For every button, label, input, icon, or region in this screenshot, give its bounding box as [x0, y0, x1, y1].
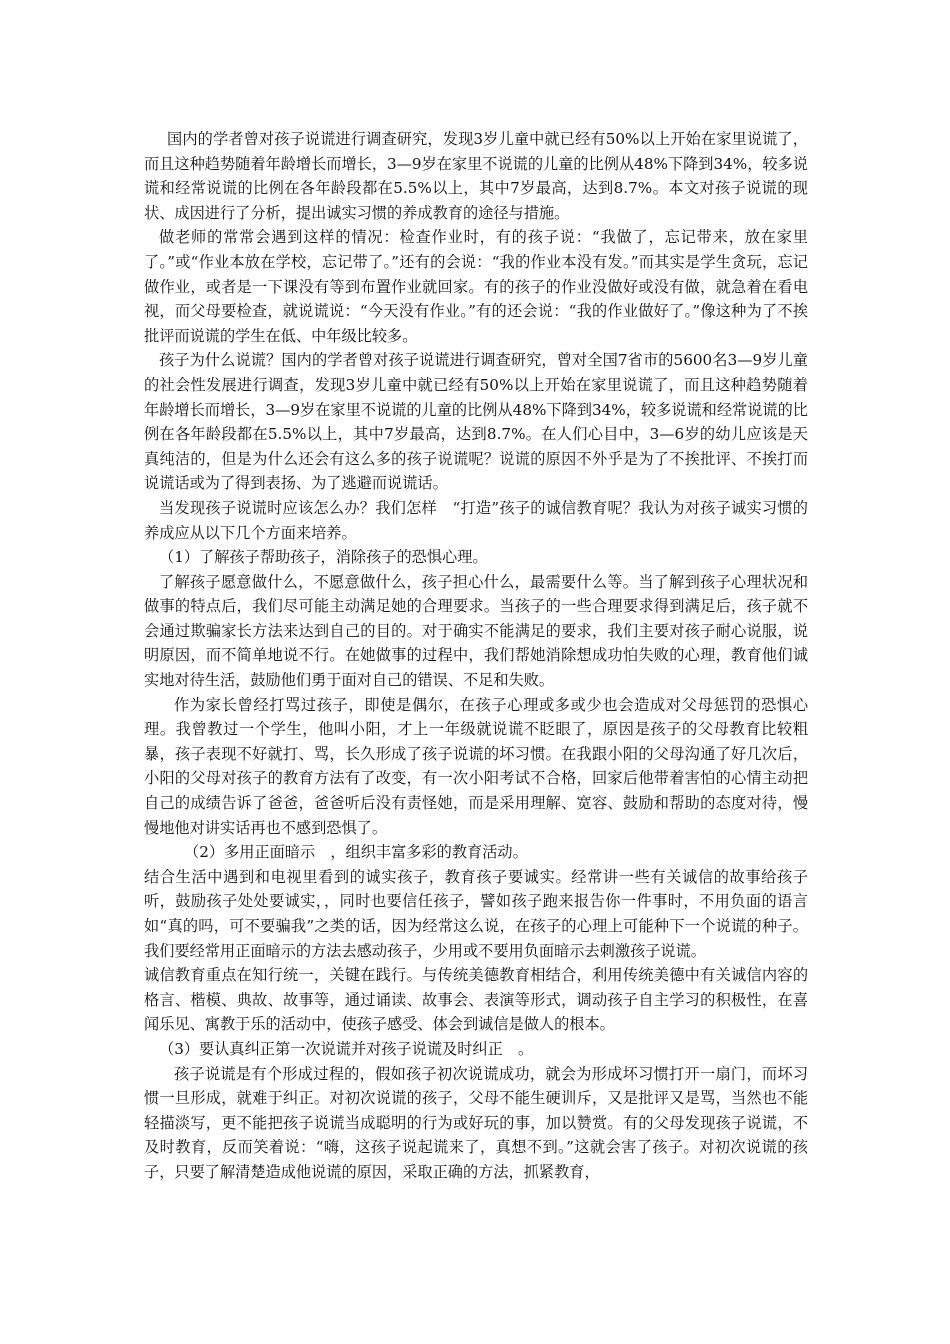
paragraph-first-lie: 孩子说谎是有个形成过程的，假如孩子初次说谎成功，就会为形成坏习惯打开一扇门，而坏习惯一旦形成，就难于纠正。对初次说谎的孩子，父母不能生硬训斥，又是批评又是骂，当然也不能轻描淡写，更不能把孩子说谎当成聪明的行为或好玩的事，加以赞赏。有的父母发现孩子说谎，不及时教育，反而笑着说：“嗨，这孩子说起谎来了，真想不到。”这就会害了孩子。对初次说谎的孩子，只要了解清楚造成他说谎的原因，采取正确的方法，抓紧教育，: [144, 1064, 808, 1181]
section-heading-3: （3）要认真纠正第一次说谎并对孩子说谎及时纠正 。: [159, 1039, 534, 1058]
paragraph-integrity-education: 诚信教育重点在知行统一，关键在践行。与传统美德教育相结合，利用传统美德中有关诚信内容的格言、楷模、典故、故事等，通过诵读、故事会、表演等形式，调动孩子自主学习的积极性，在喜闻乐见、寓教于乐的活动中，使孩子感受、体会到诚信是做人的根本。: [144, 966, 808, 1034]
document-body: [144, 127, 808, 1185]
paragraph-intro: 国内的学者曾对孩子说谎进行调查研究，发现3岁儿童中就已经有50%以上开始在家里说谎了，而且这种趋势随着年龄增长而增长，3—9岁在家里不说谎的儿童的比例从48%下降到34%，较多说谎和经常说谎的比例在各年龄段都在5.5%以上，其中7岁最高，达到8.7%。本文对孩子说谎的现状、成因进行了分析，提出诚实习惯的养成教育的途径与措施。: [144, 130, 808, 222]
paragraph-parent-example: 作为家长曾经打骂过孩子，即使是偶尔，在孩子心理或多或少也会造成对父母惩罚的恐惧心理。我曾教过一个学生，他叫小阳，才上一年级就说谎不眨眼了，原因是孩子的父母教育比较粗暴，孩子表现不好就打、骂，长久形成了孩子说谎的坏习惯。在我跟小阳的父母沟通了好几次后，小阳的父母对孩子的教育方法有了改变，有一次小阳考试不合格，回家后他带着害怕的心情主动把自己的成绩告诉了爸爸，爸爸听后没有责怪她，而是采用理解、宽容、鼓励和帮助的态度对待，慢慢地他对讲实话再也不感到恐惧了。: [144, 695, 808, 837]
paragraph-positive-hints: 结合生活中遇到和电视里看到的诚实孩子，教育孩子要诚实。经常讲一些有关诚信的故事给孩子听，鼓励孩子处处要诚实，，同时也要信任孩子，譬如孩子跑来报告你一件事时，不用负面的语言如“真的吗，可不要骗我”之类的话，因为经常这么说，在孩子的心理上可能种下一个说谎的种子。我们要经常用正面暗示的方法去感动孩子，少用或不要用负面暗示去刺激孩子说谎。: [144, 867, 808, 960]
paragraph-understand-child: 了解孩子愿意做什么，不愿意做什么，孩子担心什么，最需要什么等。当了解到孩子心理状况和做事的特点后，我们尽可能主动满足她的合理要求。当孩子的一些合理要求得到满足后，孩子就不会通过欺骗家长方法来达到自己的目的。对于确实不能满足的要求，我们主要对孩子耐心说服，说明原因，而不简单地说不行。在她做事的过程中，我们帮她消除想成功怕失败的心理，教育他们诚实地对待生活，鼓励他们勇于面对自己的错误、不足和失败。: [144, 572, 808, 690]
paragraph-why-lie: 孩子为什么说谎？国内的学者曾对孩子说谎进行调查研究，曾对全国7省市的5600名3—9岁儿童的社会性发展进行调查，发现3岁儿童中就已经有50%以上开始在家里说谎了，而且这种趋势随着年龄增长而增长，3—9岁在家里不说谎的儿童的比例从48%下降到34%，较多说谎和经常说谎的比例在各年龄段都在5.5%以上，其中7岁最高，达到8.7%。在人们心目中，3—6岁的幼儿应该是天真纯洁的，但是为什么还会有这么多的孩子说谎呢？说谎的原因不外乎是为了不挨批评、不挨打而说谎话或为了得到表扬、为了逃避而说谎话。: [144, 351, 808, 493]
paragraph-what-to-do: 当发现孩子说谎时应该怎么办？我们怎样 “打造”孩子的诚信教育呢？我认为对孩子诚实习惯的养成应从以下几个方面来培养。: [144, 498, 808, 542]
paragraph-teacher-cases: 做老师的常常会遇到这样的情况：检查作业时，有的孩子说：“我做了，忘记带来，放在家里了。”或“作业本放在学校，忘记带了。”还有的会说：“我的作业本没有发。”而其实是学生贪玩，忘记做作业，或者是一下课没有等到布置作业就回家。有的孩子的作业没做好或没有做，就急着在看电视，而父母要检查，就说谎说：“今天没有作业。”有的还会说：“我的作业做好了。”像这种为了不挨批评而说谎的学生在低、中年级比较多。: [144, 228, 808, 345]
section-heading-2: （2）多用正面暗示 ，组织丰富多彩的教育活动。: [184, 843, 528, 862]
section-heading-1: （1）了解孩子帮助孩子，消除孩子的恐惧心理。: [159, 548, 488, 567]
